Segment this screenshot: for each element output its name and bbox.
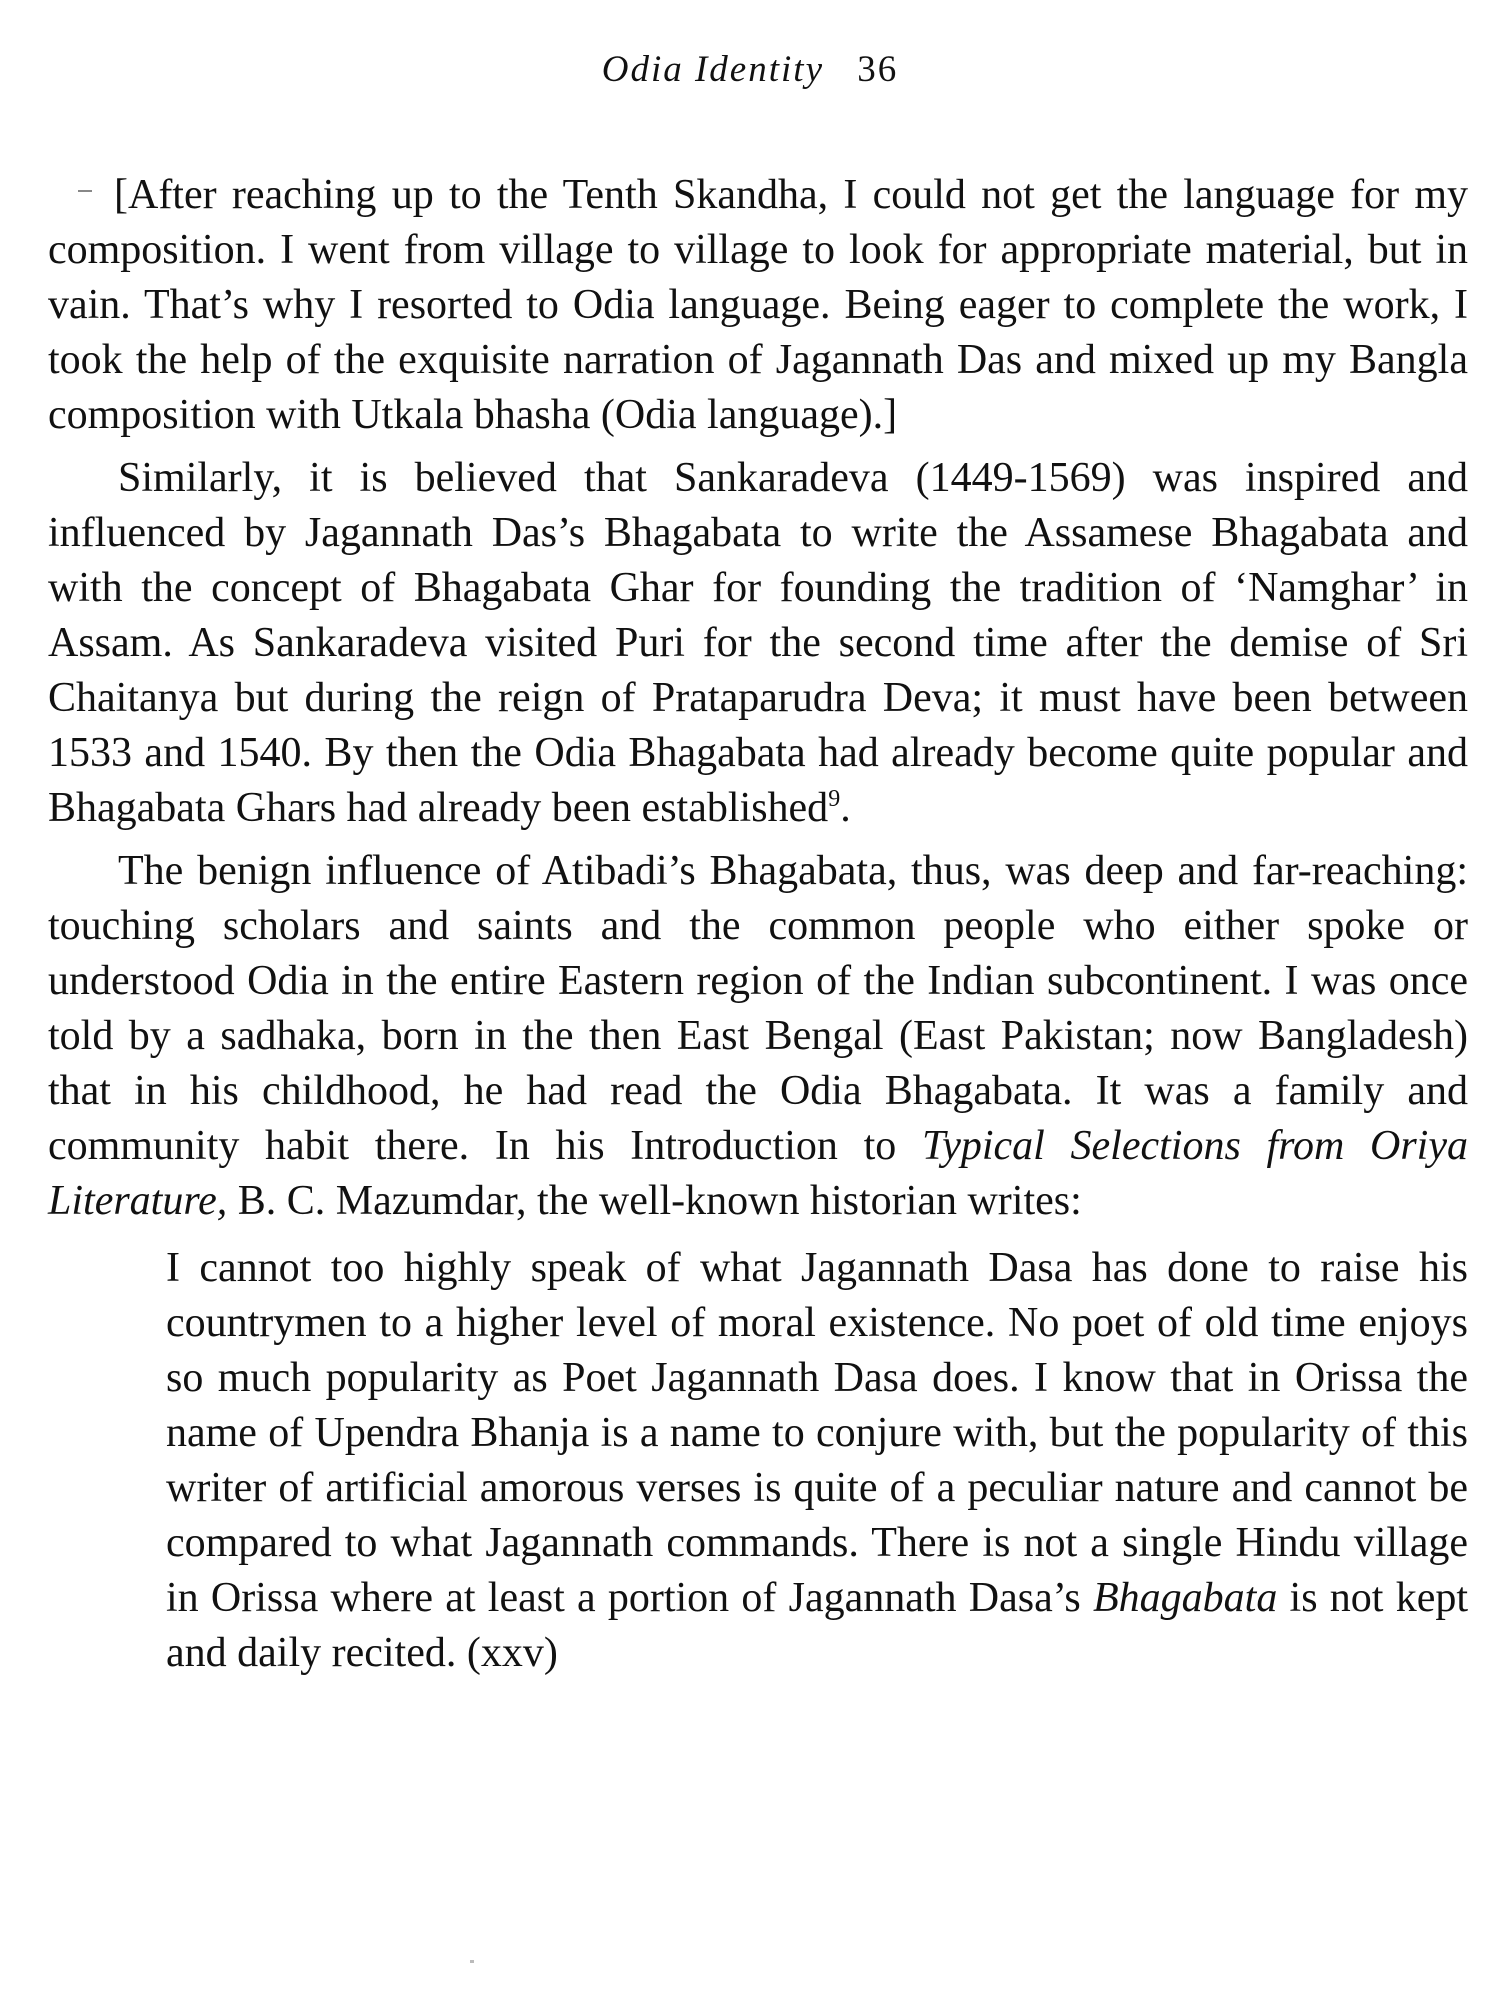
page-number: 36 — [857, 49, 899, 90]
quote-text-b: is not kept and daily recited. (xxv) — [166, 1575, 1468, 1676]
paragraph-influence-text-b: B. C. Mazumdar, the well-known historian writes: — [227, 1178, 1082, 1224]
running-header — [0, 48, 1500, 91]
paragraph-influence — [48, 844, 1468, 1229]
paragraph-sankaradeva-text: Similarly, it is believed that Sankaradeva (1449-1569) was inspired and influenced by Jagannath Das’s Bhagabata to write the Assamese Bhagabata and with the concept of Bhagabata Ghar for founding the tradition of ‘Namghar’ in Assam. As Sankaradeva visited Puri for the second time after the demise of Sri Chaitanya but during the reign of Prataparudra Deva; it must have been between 1533 and 1540. By then the Odia Bhagabata had already become quite popular and Bhagabata Ghars had already been established — [48, 455, 1468, 831]
book-title-italic: Typical Selections from Oriya Literature, — [48, 1123, 1468, 1224]
footnote-marker[interactable]: 9 — [828, 786, 841, 812]
scan-speck — [470, 1960, 474, 1963]
quote-italic: Bhagabata — [1093, 1575, 1278, 1621]
quote-text-a: I cannot too highly speak of what Jagannath Dasa has done to raise his countrymen to a higher level of moral existence. No poet of old time enjoys so much popularity as Poet Jagannath Dasa does. I know that in Orissa the name of Upendra Bhanja is a name to conjure with, but the popularity of this writer of artificial amorous verses is quite of a peculiar nature and cannot be compared to what Jagannath commands. There is not a single Hindu village in Orissa where at least a portion of Jagannath Dasa’s — [166, 1245, 1468, 1621]
book-title: Odia Identity — [601, 49, 824, 90]
block-quote — [166, 1241, 1468, 1681]
paragraph-translation: [After reaching up to the Tenth Skandha, I could not get the language for my composition. I went from village to village to look for appropriate material, but in vain. That’s why I resorted to Odia language. Being eager to complete the work, I took the help of the exquisite narration of Jagannath Das and mixed up my Bangla composition with Utkala bhasha (Odia language).] — [48, 172, 1468, 438]
paragraph-sankaradeva — [48, 451, 1468, 836]
paragraph-sankaradeva-end: . — [840, 785, 851, 831]
paragraph-influence-text-a: The benign influence of Atibadi’s Bhagabata, thus, was deep and far-reaching: touching scholars and saints and the common people who either spoke or understood Odia in the entire Eastern region of the Indian subcontinent. I was once told by a sadhaka, born in the then East Bengal (East Pakistan; now Bangladesh) that in his childhood, he had read the Odia Bhagabata. It was a family and community habit there. In his Introduction to — [48, 848, 1468, 1169]
body-text — [48, 168, 1468, 1681]
